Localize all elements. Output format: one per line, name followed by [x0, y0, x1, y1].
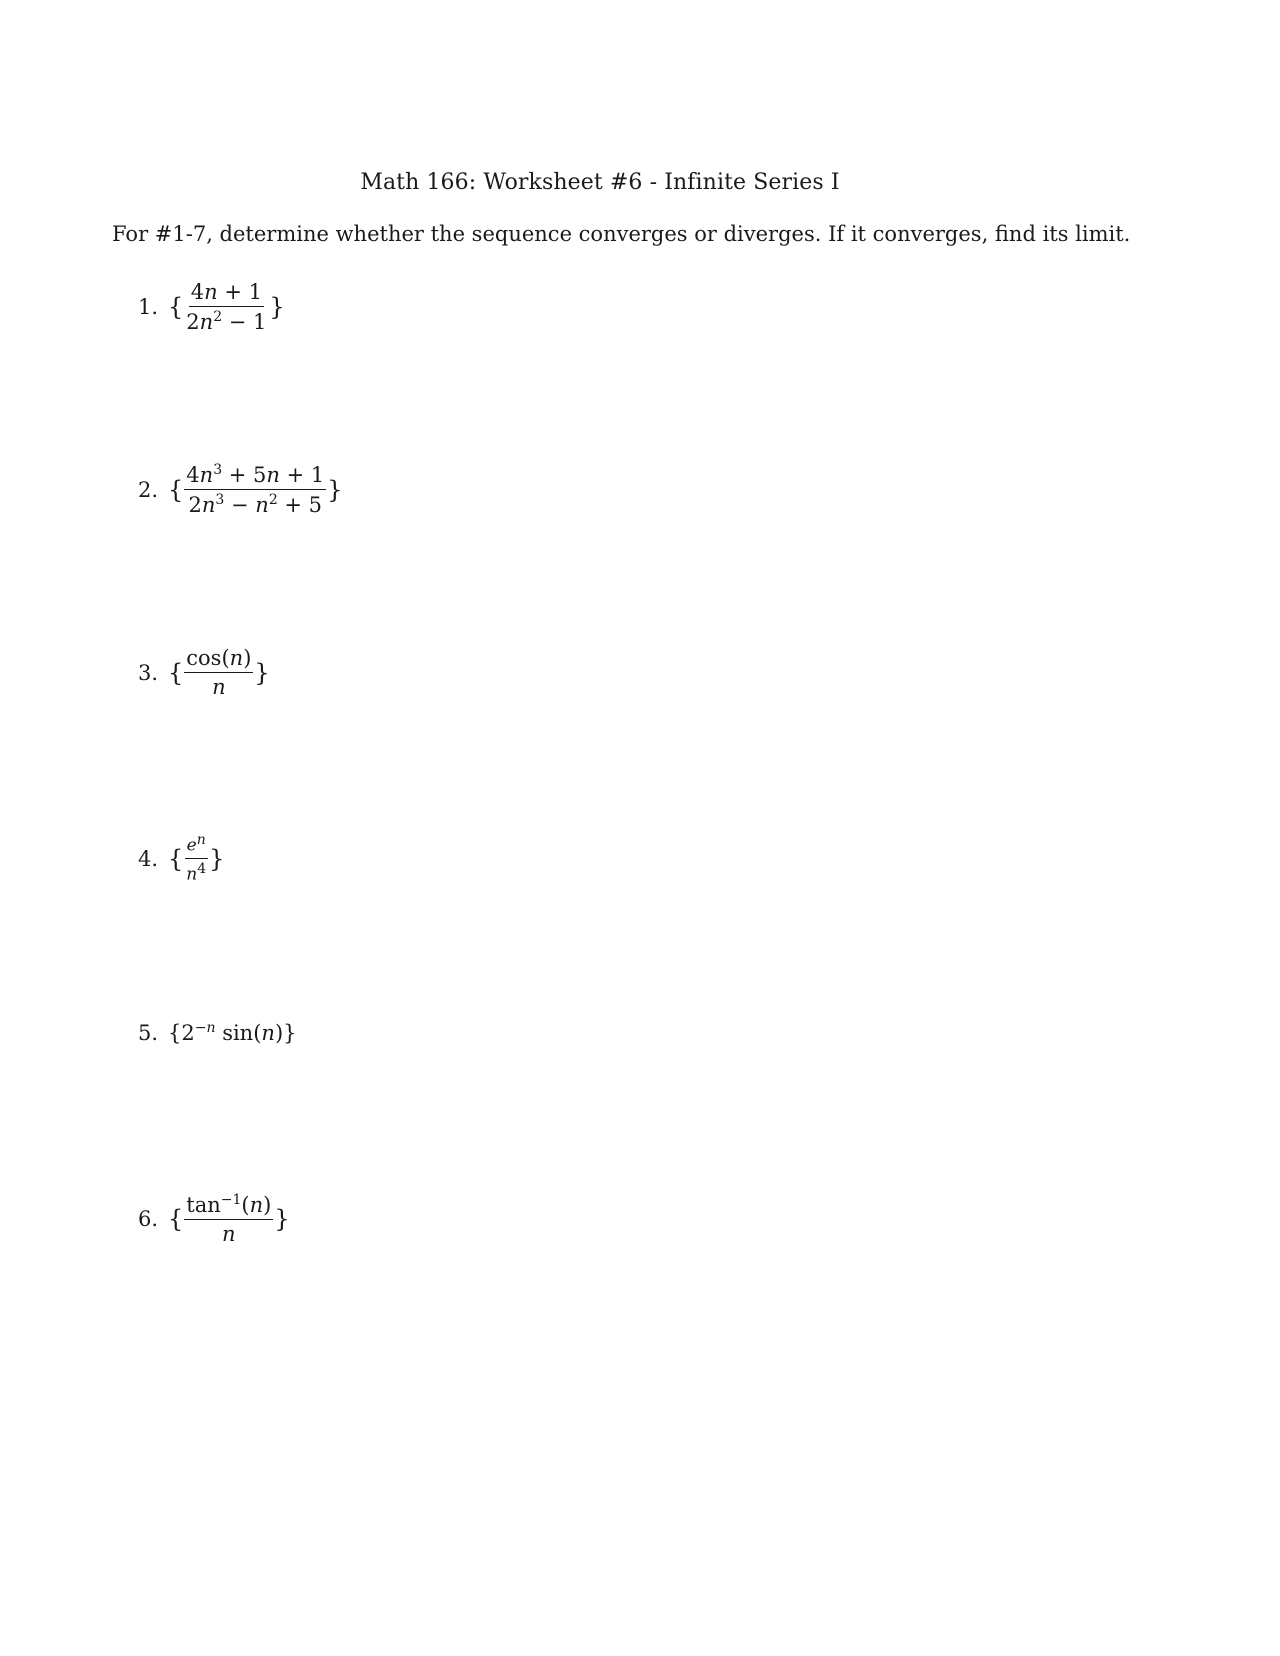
- sequence-expression: { $\frac{e^n}{n^4}$ }: [168, 832, 225, 885]
- fraction: [184, 280, 268, 334]
- problem-number: 6.: [138, 1207, 159, 1232]
- denominator: n: [212, 675, 226, 700]
- problem-3: [138, 646, 270, 699]
- problem-4: [138, 832, 224, 885]
- problem-number: 2.: [138, 477, 159, 502]
- fraction: [184, 832, 208, 885]
- numerator: $4n^3 + 5n + 1$: [184, 462, 326, 490]
- problem-number: 3.: [138, 660, 159, 685]
- problem-6: [138, 1192, 290, 1246]
- problem-5: [138, 1020, 297, 1045]
- page-title: Math 166: Worksheet #6 - Infinite Series I: [360, 170, 840, 195]
- sequence-expression: { $2^{-n}$ sin(n) }: [168, 1020, 297, 1045]
- fraction: [184, 1192, 273, 1246]
- problem-2: [138, 462, 343, 517]
- numerator: cos(n): [184, 646, 253, 673]
- fraction: [184, 462, 326, 517]
- denominator: $2n^3 - n^2 + 5$: [188, 492, 323, 518]
- denominator: $2n^2 - 1$: [186, 309, 267, 335]
- numerator: $e^n$: [185, 832, 208, 859]
- problem-number: 1.: [138, 295, 159, 320]
- sequence-expression: { $\frac{\cos(n)}{n}$ }: [168, 646, 270, 700]
- expression-body: $2^{-n}$ sin(n): [181, 1020, 284, 1045]
- denominator: $n^4$: [186, 861, 207, 885]
- instructions: For #1-7, determine whether the sequence converges or diverges. If it converges, find its limit.: [112, 222, 1131, 246]
- denominator: n: [222, 1222, 236, 1247]
- sequence-expression: { $\frac{4n^3 + 5n + 1}{2n^3 - n^2 + 5}$ }: [168, 462, 343, 518]
- numerator: $\tan^{-1}(n)$: [184, 1192, 273, 1220]
- fraction: [184, 646, 253, 699]
- problem-number: 4.: [138, 846, 159, 871]
- problem-1: [138, 280, 285, 334]
- sequence-expression: { $\frac{4n + 1}{2n^2 - 1}$ }: [168, 280, 285, 335]
- problem-number: 5.: [138, 1020, 159, 1045]
- sequence-expression: { $\frac{\tan^{-1}(n)}{n}$ }: [168, 1192, 290, 1247]
- numerator: 4n + 1: [189, 280, 264, 307]
